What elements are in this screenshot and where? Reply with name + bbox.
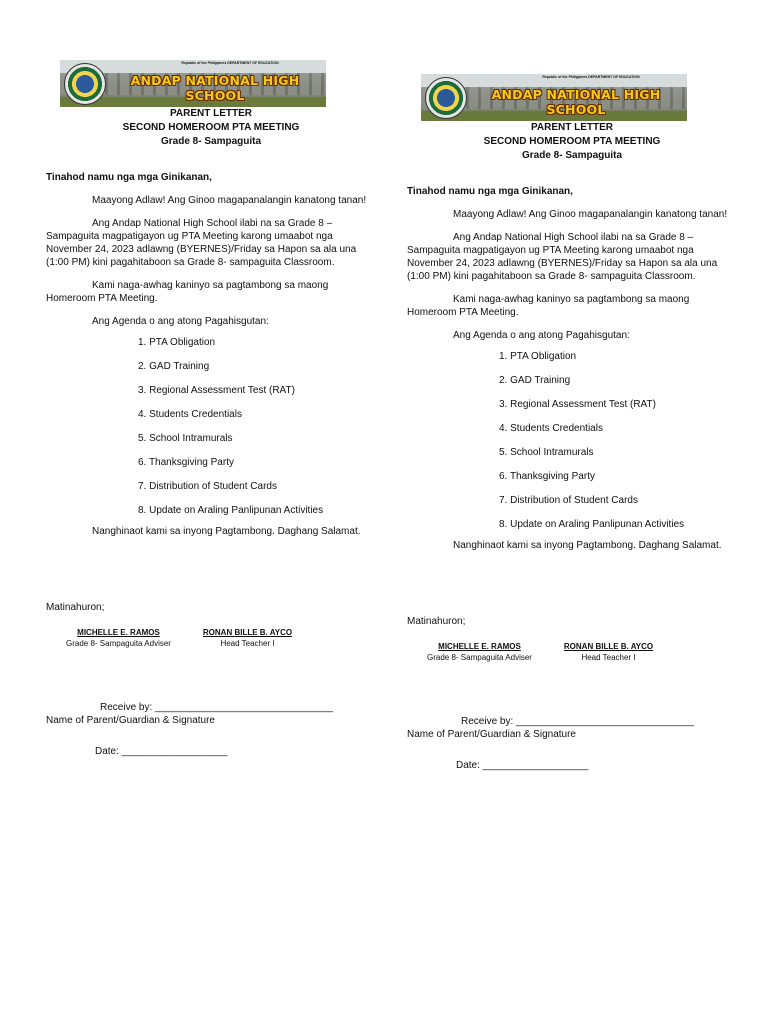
agenda-list	[46, 336, 376, 517]
greeting: Tinahod namu nga mga Ginikanan,	[407, 186, 573, 197]
signatory-title: Head Teacher I	[581, 653, 636, 662]
letter-heading	[46, 107, 376, 149]
signature-block	[407, 641, 737, 663]
school-seal-icon	[64, 63, 106, 105]
school-seal-icon	[425, 77, 467, 119]
signatory-adviser	[46, 627, 191, 649]
paragraph-meeting-details: Ang Andap National High School ilabi na sa Grade 8 – Sampaguita magpatigayon ug PTA Meeting karong umaabot nga November 24, 2023 adlawng (BYERNES)/Friday sa Hapon sa ala una (1:00 PM) kini pagahitaboon sa Grade 8- sampaguita Classroom.	[46, 218, 357, 268]
closing: Matinahuron;	[46, 602, 105, 613]
school-banner	[421, 74, 687, 121]
agenda-item: 6. Thanksgiving Party	[138, 457, 234, 468]
heading-line: Grade 8- Sampaguita	[521, 150, 623, 161]
parent-letter-left	[46, 60, 376, 758]
signatory-title: Head Teacher I	[220, 639, 275, 648]
banner-republic-text: Republic of the Philippines DEPARTMENT OF EDUCATION	[181, 61, 279, 65]
heading-line: SECOND HOMEROOM PTA MEETING	[483, 136, 661, 147]
signatory-name: MICHELLE E. RAMOS	[77, 628, 160, 637]
signatory-title: Grade 8- Sampaguita Adviser	[427, 653, 532, 662]
agenda-item: 2. GAD Training	[499, 375, 571, 386]
banner-school-name: ANDAP NATIONAL HIGH SCHOOL	[491, 87, 661, 117]
heading-line: Grade 8- Sampaguita	[160, 136, 262, 147]
agenda-item: 4. Students Credentials	[499, 423, 603, 434]
signature-block	[46, 627, 376, 649]
banner-republic-text: Republic of the Philippines DEPARTMENT OF EDUCATION	[542, 75, 640, 79]
heading-line: PARENT LETTER	[530, 122, 614, 133]
agenda-item: 6. Thanksgiving Party	[499, 471, 595, 482]
agenda-item: 7. Distribution of Student Cards	[138, 481, 277, 492]
date-line: Date: ___________________	[456, 760, 589, 771]
paragraph-invitation: Kami naga-awhag kaninyo sa pagtambong sa maong Homeroom PTA Meeting.	[46, 280, 329, 304]
agenda-item: 5. School Intramurals	[499, 447, 594, 458]
letter-heading	[407, 121, 737, 163]
parent-signature-label: Name of Parent/Guardian & Signature	[46, 715, 215, 726]
paragraph-agenda-intro: Ang Agenda o ang atong Pagahisgutan:	[92, 316, 269, 327]
paragraph-thanks: Nanghinaot kami sa inyong Pagtambong. Daghang Salamat.	[453, 540, 722, 551]
agenda-item: 3. Regional Assessment Test (RAT)	[499, 399, 656, 410]
paragraph-blessing: Maayong Adlaw! Ang Ginoo magapanalangin kanatong tanan!	[453, 209, 728, 220]
agenda-item: 8. Update on Araling Panlipunan Activities	[138, 505, 324, 516]
agenda-item: 1. PTA Obligation	[499, 351, 577, 362]
agenda-item: 7. Distribution of Student Cards	[499, 495, 638, 506]
receive-by-line: Receive by: ________________________________	[100, 702, 333, 713]
agenda-item: 1. PTA Obligation	[138, 337, 216, 348]
closing: Matinahuron;	[407, 616, 466, 627]
school-banner	[60, 60, 326, 107]
paragraph-thanks: Nanghinaot kami sa inyong Pagtambong. Daghang Salamat.	[92, 526, 361, 537]
agenda-item: 2. GAD Training	[138, 361, 210, 372]
paragraph-meeting-details: Ang Andap National High School ilabi na sa Grade 8 – Sampaguita magpatigayon ug PTA Meeting karong umaabot nga November 24, 2023 adlawng (BYERNES)/Friday sa Hapon sa ala una (1:00 PM) kini pagahitaboon sa Grade 8- sampaguita Classroom.	[407, 232, 718, 282]
signatory-name: RONAN BILLE B. AYCO	[202, 628, 293, 637]
date-line: Date: ___________________	[95, 746, 228, 757]
greeting: Tinahod namu nga mga Ginikanan,	[46, 172, 212, 183]
paragraph-agenda-intro: Ang Agenda o ang atong Pagahisgutan:	[453, 330, 630, 341]
signatory-name: RONAN BILLE B. AYCO	[563, 642, 654, 651]
agenda-item: 4. Students Credentials	[138, 409, 242, 420]
heading-line: SECOND HOMEROOM PTA MEETING	[122, 122, 300, 133]
agenda-list	[407, 350, 737, 531]
parent-letter-right	[407, 74, 737, 772]
agenda-item: 5. School Intramurals	[138, 433, 233, 444]
heading-line: PARENT LETTER	[169, 108, 253, 119]
agenda-item: 8. Update on Araling Panlipunan Activities	[499, 519, 685, 530]
signatory-head-teacher	[195, 627, 300, 649]
agenda-item: 3. Regional Assessment Test (RAT)	[138, 385, 295, 396]
signatory-adviser	[407, 641, 552, 663]
parent-signature-label: Name of Parent/Guardian & Signature	[407, 729, 576, 740]
signatory-title: Grade 8- Sampaguita Adviser	[66, 639, 171, 648]
paragraph-invitation: Kami naga-awhag kaninyo sa pagtambong sa maong Homeroom PTA Meeting.	[407, 294, 690, 318]
paragraph-blessing: Maayong Adlaw! Ang Ginoo magapanalangin kanatong tanan!	[92, 195, 367, 206]
signatory-head-teacher	[556, 641, 661, 663]
banner-school-name: ANDAP NATIONAL HIGH SCHOOL	[130, 73, 300, 103]
receive-by-line: Receive by: ________________________________	[461, 716, 694, 727]
signatory-name: MICHELLE E. RAMOS	[438, 642, 521, 651]
